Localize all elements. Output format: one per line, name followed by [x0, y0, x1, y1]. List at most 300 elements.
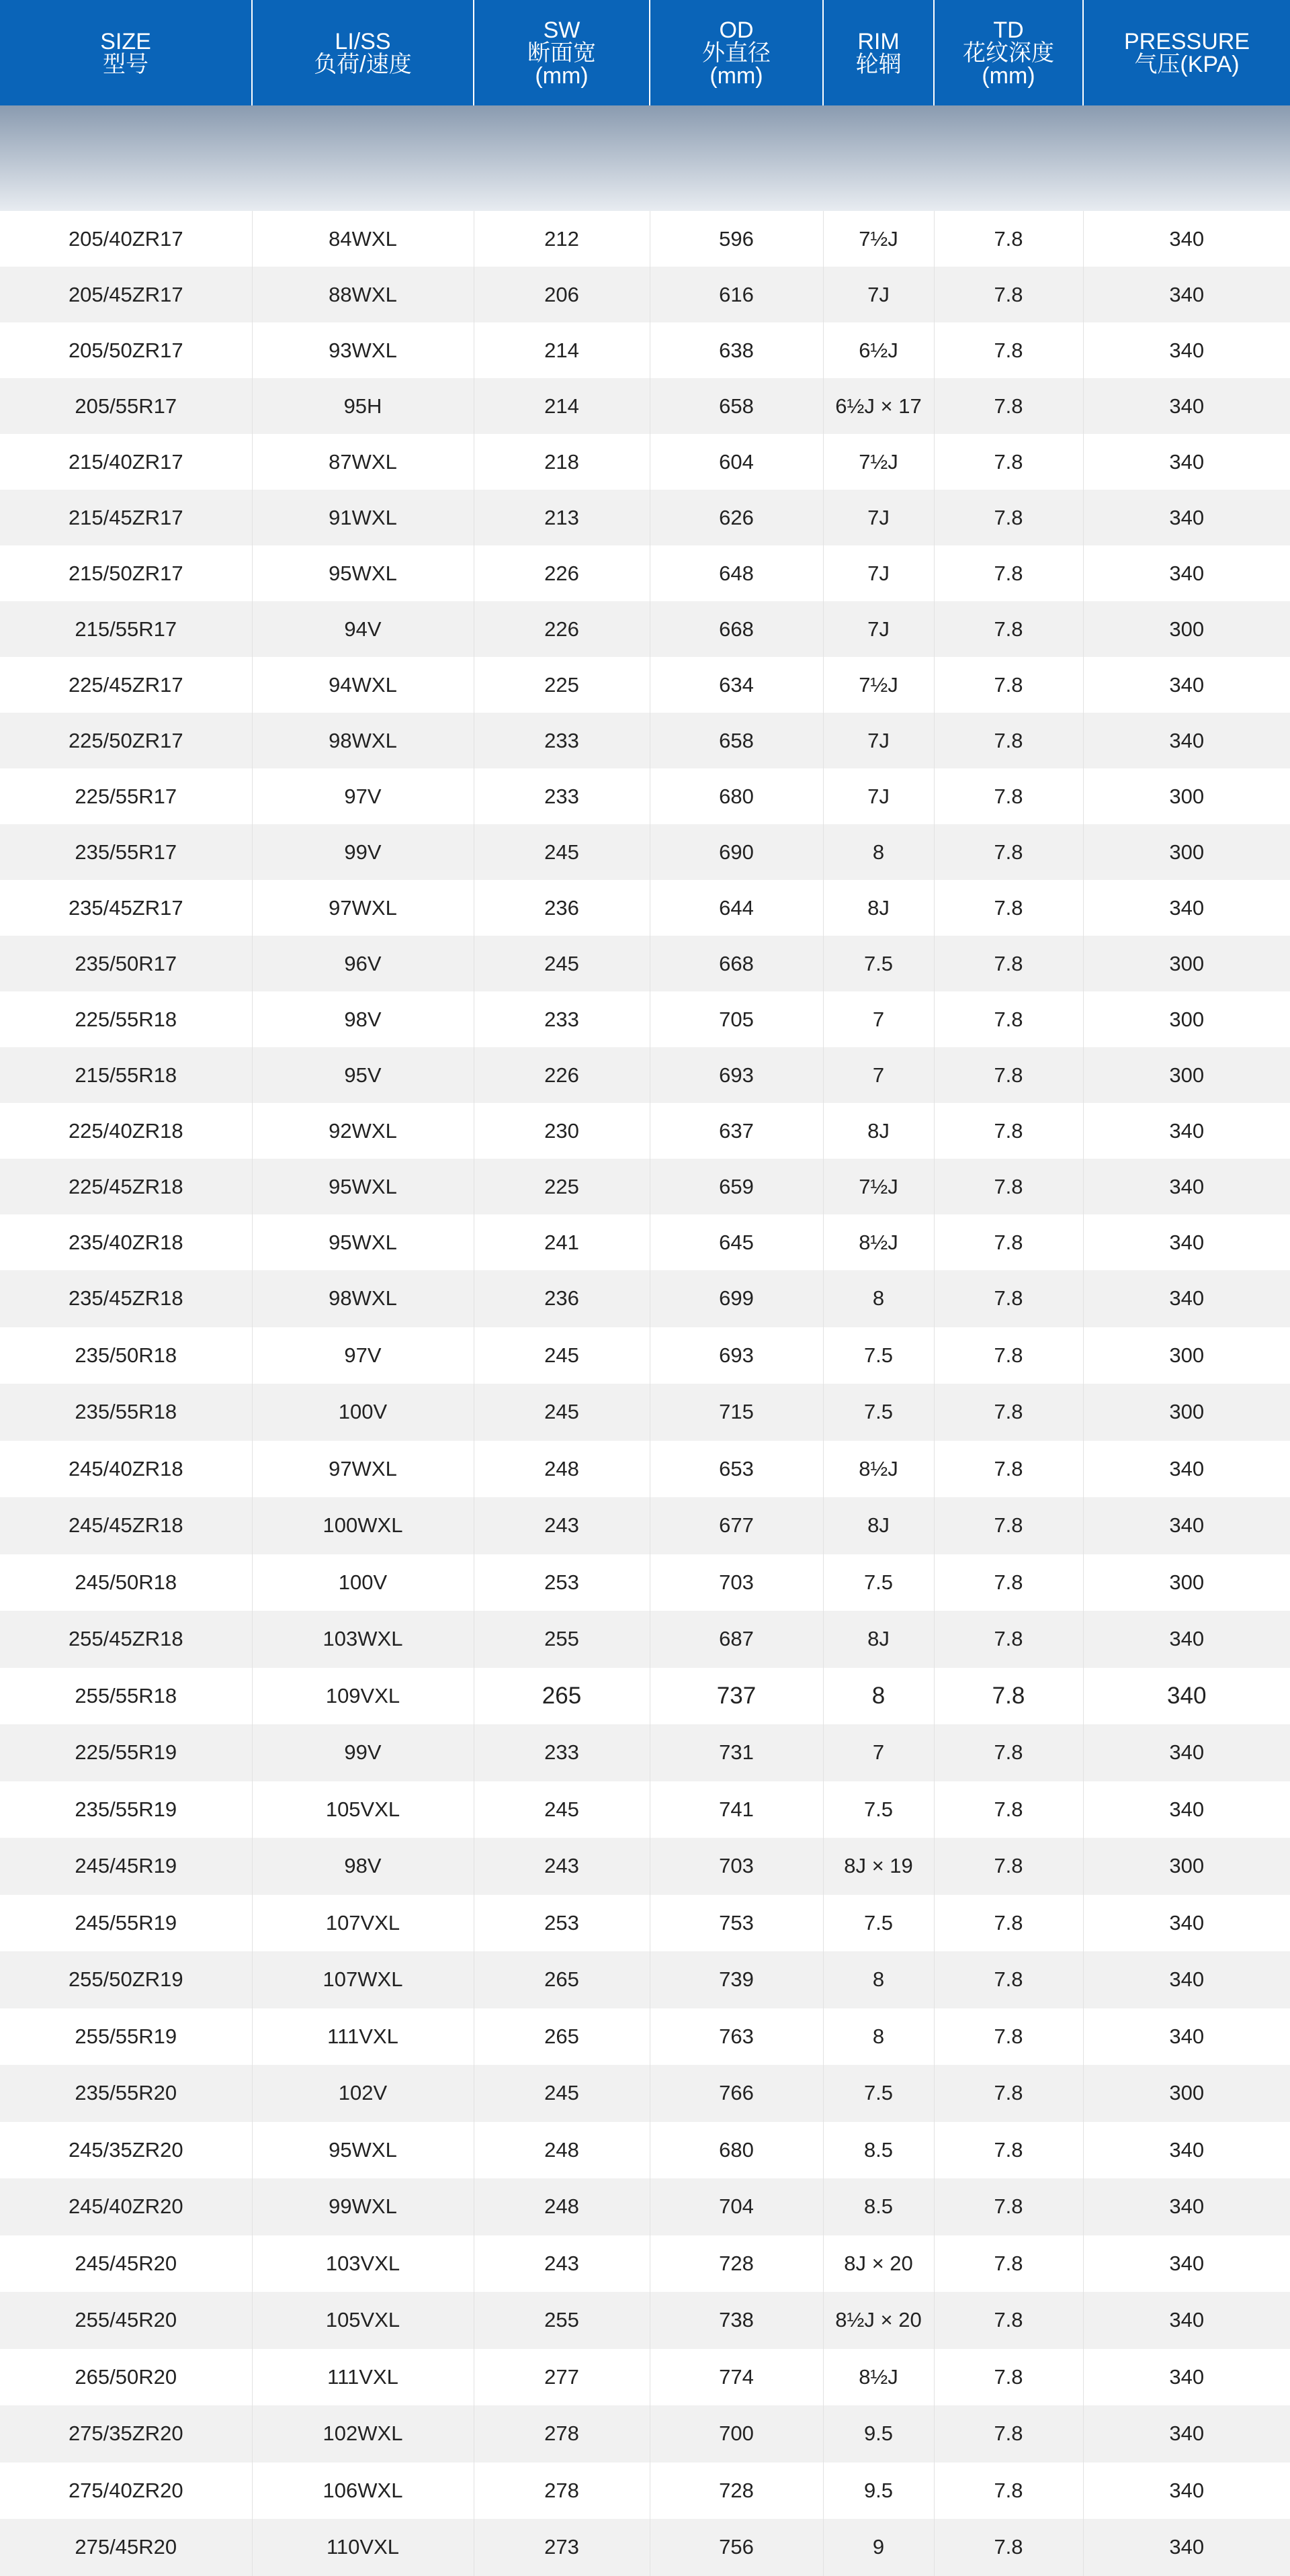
table-row [0, 1724, 1290, 1781]
table-row [0, 378, 1290, 434]
rim-cell: 8 [823, 1951, 934, 2008]
load-speed-cell: 100V [252, 1554, 474, 1611]
pressure-cell: 340 [1083, 211, 1290, 267]
pressure-cell: 340 [1083, 490, 1290, 545]
outer-diameter-cell: 737 [650, 1668, 823, 1725]
size-cell: 255/55R18 [0, 1668, 252, 1725]
rim-cell: 7.5 [823, 1327, 934, 1384]
tread-depth-cell: 7.8 [934, 267, 1083, 322]
load-speed-cell: 107VXL [252, 1895, 474, 1952]
section-width-cell: 265 [474, 2008, 650, 2066]
outer-diameter-cell: 741 [650, 1781, 823, 1838]
load-speed-cell: 91WXL [252, 490, 474, 545]
size-cell: 205/40ZR17 [0, 211, 252, 267]
rim-cell: 8½J [823, 1214, 934, 1270]
section-width-cell: 273 [474, 2519, 650, 2576]
size-cell: 275/35ZR20 [0, 2405, 252, 2462]
table-row [0, 2519, 1290, 2576]
table-row [0, 1497, 1290, 1554]
rim-cell: 7J [823, 768, 934, 824]
column-header-line: OD [719, 17, 754, 43]
load-speed-cell: 97V [252, 768, 474, 824]
pressure-cell: 340 [1083, 2178, 1290, 2235]
pressure-cell: 300 [1083, 768, 1290, 824]
outer-diameter-cell: 658 [650, 713, 823, 768]
size-cell: 225/50ZR17 [0, 713, 252, 768]
outer-diameter-cell: 648 [650, 545, 823, 601]
size-cell: 235/50R17 [0, 936, 252, 991]
load-speed-cell: 110VXL [252, 2519, 474, 2576]
section-width-cell: 233 [474, 1724, 650, 1781]
tread-depth-cell: 7.8 [934, 1951, 1083, 2008]
size-cell: 255/45R20 [0, 2292, 252, 2349]
size-cell: 255/45ZR18 [0, 1611, 252, 1668]
column-header-line: 型号 [103, 51, 148, 77]
table-row [0, 1384, 1290, 1441]
table-row [0, 211, 1290, 267]
outer-diameter-cell: 634 [650, 657, 823, 713]
table-row [0, 2292, 1290, 2349]
rim-cell: 8½J [823, 1441, 934, 1498]
load-speed-cell: 95H [252, 378, 474, 434]
outer-diameter-cell: 728 [650, 2235, 823, 2293]
outer-diameter-cell: 626 [650, 490, 823, 545]
column-header-line: SW [543, 17, 580, 43]
pressure-cell: 340 [1083, 267, 1290, 322]
section-width-cell: 248 [474, 2178, 650, 2235]
section-width-cell: 245 [474, 1781, 650, 1838]
size-cell: 225/45ZR17 [0, 657, 252, 713]
tread-depth-cell: 7.8 [934, 378, 1083, 434]
load-speed-cell: 95WXL [252, 2122, 474, 2179]
column-header-line: SIZE [100, 28, 151, 54]
column-header-li-ss [252, 0, 474, 105]
rim-cell: 7½J [823, 1159, 934, 1214]
rim-cell: 9 [823, 2519, 934, 2576]
pressure-cell: 340 [1083, 1214, 1290, 1270]
outer-diameter-cell: 596 [650, 211, 823, 267]
load-speed-cell: 95WXL [252, 1214, 474, 1270]
table-row [0, 824, 1290, 880]
rim-cell: 9.5 [823, 2462, 934, 2520]
table-row [0, 490, 1290, 545]
size-cell: 245/40ZR18 [0, 1441, 252, 1498]
outer-diameter-cell: 703 [650, 1838, 823, 1895]
section-width-cell: 245 [474, 936, 650, 991]
tread-depth-cell: 7.8 [934, 1327, 1083, 1384]
load-speed-cell: 99WXL [252, 2178, 474, 2235]
load-speed-cell: 102V [252, 2065, 474, 2122]
outer-diameter-cell: 637 [650, 1103, 823, 1159]
section-width-cell: 236 [474, 1270, 650, 1327]
rim-cell: 8 [823, 824, 934, 880]
table-row [0, 2405, 1290, 2462]
pressure-cell: 340 [1083, 545, 1290, 601]
pressure-cell: 300 [1083, 1327, 1290, 1384]
section-width-cell: 278 [474, 2462, 650, 2520]
column-header-line: TD [993, 17, 1024, 43]
size-cell: 215/45ZR17 [0, 490, 252, 545]
rim-cell: 7J [823, 545, 934, 601]
section-width-cell: 206 [474, 267, 650, 322]
column-header-line: 断面宽 [527, 40, 596, 66]
column-header-pressure [1083, 0, 1290, 105]
section-width-cell: 248 [474, 2122, 650, 2179]
outer-diameter-cell: 644 [650, 880, 823, 936]
outer-diameter-cell: 604 [650, 434, 823, 490]
load-speed-cell: 111VXL [252, 2349, 474, 2406]
pressure-cell: 300 [1083, 601, 1290, 657]
section-width-cell: 212 [474, 211, 650, 267]
section-width-cell: 226 [474, 1047, 650, 1103]
outer-diameter-cell: 693 [650, 1047, 823, 1103]
load-speed-cell: 98V [252, 991, 474, 1047]
outer-diameter-cell: 645 [650, 1214, 823, 1270]
load-speed-cell: 93WXL [252, 322, 474, 378]
pressure-cell: 300 [1083, 1838, 1290, 1895]
size-cell: 225/45ZR18 [0, 1159, 252, 1214]
table-row [0, 2122, 1290, 2179]
pressure-cell: 340 [1083, 2292, 1290, 2349]
load-speed-cell: 98WXL [252, 713, 474, 768]
outer-diameter-cell: 700 [650, 2405, 823, 2462]
column-header-line: PRESSURE [1123, 28, 1250, 54]
load-speed-cell: 92WXL [252, 1103, 474, 1159]
table-row [0, 601, 1290, 657]
section-width-cell: 253 [474, 1895, 650, 1952]
size-cell: 235/55R17 [0, 824, 252, 880]
section-width-cell: 243 [474, 1838, 650, 1895]
outer-diameter-cell: 738 [650, 2292, 823, 2349]
tread-depth-cell: 7.8 [934, 2405, 1083, 2462]
size-cell: 235/40ZR18 [0, 1214, 252, 1270]
section-width-cell: 233 [474, 991, 650, 1047]
rim-cell: 7 [823, 1724, 934, 1781]
pressure-cell: 300 [1083, 991, 1290, 1047]
size-cell: 205/45ZR17 [0, 267, 252, 322]
load-speed-cell: 99V [252, 1724, 474, 1781]
size-cell: 265/50R20 [0, 2349, 252, 2406]
tread-depth-cell: 7.8 [934, 322, 1083, 378]
tread-depth-cell: 7.8 [934, 1497, 1083, 1554]
section-width-cell: 245 [474, 1327, 650, 1384]
outer-diameter-cell: 638 [650, 322, 823, 378]
load-speed-cell: 106WXL [252, 2462, 474, 2520]
outer-diameter-cell: 704 [650, 2178, 823, 2235]
size-cell: 245/45ZR18 [0, 1497, 252, 1554]
size-cell: 245/35ZR20 [0, 2122, 252, 2179]
table-row [0, 545, 1290, 601]
pressure-cell: 340 [1083, 1668, 1290, 1725]
rim-cell: 9.5 [823, 2405, 934, 2462]
outer-diameter-cell: 677 [650, 1497, 823, 1554]
header-row [0, 0, 1290, 105]
tread-depth-cell: 7.8 [934, 1724, 1083, 1781]
outer-diameter-cell: 756 [650, 2519, 823, 2576]
size-cell: 235/45ZR17 [0, 880, 252, 936]
tread-depth-cell: 7.8 [934, 545, 1083, 601]
section-width-cell: 225 [474, 657, 650, 713]
table-row [0, 768, 1290, 824]
section-width-cell: 243 [474, 2235, 650, 2293]
size-cell: 245/55R19 [0, 1895, 252, 1952]
size-cell: 215/40ZR17 [0, 434, 252, 490]
size-cell: 245/45R19 [0, 1838, 252, 1895]
rim-cell: 8 [823, 2008, 934, 2066]
load-speed-cell: 100WXL [252, 1497, 474, 1554]
pressure-cell: 340 [1083, 713, 1290, 768]
column-header-sw [474, 0, 650, 105]
table-row [0, 880, 1290, 936]
table-row [0, 1047, 1290, 1103]
table-row [0, 1327, 1290, 1384]
rim-cell: 6½J [823, 322, 934, 378]
load-speed-cell: 94V [252, 601, 474, 657]
tread-depth-cell: 7.8 [934, 601, 1083, 657]
column-header-line: 气压(KPA) [1134, 51, 1240, 77]
size-cell: 225/55R19 [0, 1724, 252, 1781]
section-width-cell: 218 [474, 434, 650, 490]
tread-depth-cell: 7.8 [934, 1668, 1083, 1725]
table-row [0, 991, 1290, 1047]
column-header-od [650, 0, 823, 105]
rim-cell: 7.5 [823, 1384, 934, 1441]
size-cell: 275/45R20 [0, 2519, 252, 2576]
rim-cell: 7.5 [823, 1895, 934, 1952]
outer-diameter-cell: 668 [650, 936, 823, 991]
column-header-rim [823, 0, 934, 105]
tread-depth-cell: 7.8 [934, 2292, 1083, 2349]
section-width-cell: 236 [474, 880, 650, 936]
table-row [0, 267, 1290, 322]
size-cell: 235/55R18 [0, 1384, 252, 1441]
outer-diameter-cell: 668 [650, 601, 823, 657]
load-speed-cell: 109VXL [252, 1668, 474, 1725]
rim-cell: 7J [823, 267, 934, 322]
table-row [0, 936, 1290, 991]
tread-depth-cell: 7.8 [934, 1214, 1083, 1270]
tread-depth-cell: 7.8 [934, 1895, 1083, 1952]
outer-diameter-cell: 658 [650, 378, 823, 434]
column-header-line: (mm) [535, 62, 589, 89]
rim-cell: 7J [823, 601, 934, 657]
section-width-cell: 233 [474, 768, 650, 824]
pressure-cell: 340 [1083, 434, 1290, 490]
rim-cell: 8J × 19 [823, 1838, 934, 1895]
outer-diameter-cell: 703 [650, 1554, 823, 1611]
section-width-cell: 226 [474, 545, 650, 601]
section-width-cell: 214 [474, 378, 650, 434]
load-speed-cell: 98WXL [252, 1270, 474, 1327]
table-row [0, 2065, 1290, 2122]
rim-cell: 8J [823, 1611, 934, 1668]
pressure-cell: 300 [1083, 824, 1290, 880]
pressure-cell: 300 [1083, 2065, 1290, 2122]
load-speed-cell: 96V [252, 936, 474, 991]
size-cell: 245/40ZR20 [0, 2178, 252, 2235]
pressure-cell: 300 [1083, 1047, 1290, 1103]
rim-cell: 7.5 [823, 2065, 934, 2122]
pressure-cell: 340 [1083, 1159, 1290, 1214]
size-cell: 225/55R17 [0, 768, 252, 824]
tread-depth-cell: 7.8 [934, 1441, 1083, 1498]
section-width-cell: 225 [474, 1159, 650, 1214]
column-header-line: RIM [857, 28, 900, 54]
pressure-cell: 340 [1083, 2462, 1290, 2520]
table-row [0, 1668, 1290, 1725]
table-row [0, 1159, 1290, 1214]
load-speed-cell: 100V [252, 1384, 474, 1441]
outer-diameter-cell: 699 [650, 1270, 823, 1327]
tread-depth-cell: 7.8 [934, 1270, 1083, 1327]
table-row [0, 2235, 1290, 2293]
section-width-cell: 245 [474, 1384, 650, 1441]
tread-depth-cell: 7.8 [934, 657, 1083, 713]
column-header-line: (mm) [710, 62, 763, 89]
tread-depth-cell: 7.8 [934, 1159, 1083, 1214]
pressure-cell: 340 [1083, 657, 1290, 713]
pressure-cell: 340 [1083, 2405, 1290, 2462]
pressure-cell: 340 [1083, 1895, 1290, 1952]
tread-depth-cell: 7.8 [934, 1384, 1083, 1441]
outer-diameter-cell: 659 [650, 1159, 823, 1214]
table-row [0, 1270, 1290, 1327]
table-row [0, 1951, 1290, 2008]
size-cell: 235/55R20 [0, 2065, 252, 2122]
section-width-cell: 255 [474, 1611, 650, 1668]
load-speed-cell: 98V [252, 1838, 474, 1895]
table-row [0, 713, 1290, 768]
outer-diameter-cell: 715 [650, 1384, 823, 1441]
rim-cell: 7½J [823, 211, 934, 267]
table-row [0, 2462, 1290, 2520]
rim-cell: 8 [823, 1270, 934, 1327]
tread-depth-cell: 7.8 [934, 1838, 1083, 1895]
tread-depth-cell: 7.8 [934, 2519, 1083, 2576]
table-header [0, 0, 1290, 211]
section-width-cell: 265 [474, 1668, 650, 1725]
table-row [0, 2008, 1290, 2066]
tread-depth-cell: 7.8 [934, 2008, 1083, 2066]
rim-cell: 7.5 [823, 936, 934, 991]
tread-depth-cell: 7.8 [934, 490, 1083, 545]
outer-diameter-cell: 753 [650, 1895, 823, 1952]
tread-depth-cell: 7.8 [934, 1611, 1083, 1668]
rim-cell: 8½J × 20 [823, 2292, 934, 2349]
table-row [0, 2349, 1290, 2406]
section-width-cell: 265 [474, 1951, 650, 2008]
tread-depth-cell: 7.8 [934, 713, 1083, 768]
rim-cell: 8J × 20 [823, 2235, 934, 2293]
table-row [0, 322, 1290, 378]
section-width-cell: 245 [474, 2065, 650, 2122]
tread-depth-cell: 7.8 [934, 2065, 1083, 2122]
load-speed-cell: 97WXL [252, 1441, 474, 1498]
load-speed-cell: 95V [252, 1047, 474, 1103]
header-shadow [0, 105, 1290, 211]
section-width-cell: 243 [474, 1497, 650, 1554]
pressure-cell: 340 [1083, 1270, 1290, 1327]
size-cell: 205/50ZR17 [0, 322, 252, 378]
section-width-cell: 233 [474, 713, 650, 768]
size-cell: 245/45R20 [0, 2235, 252, 2293]
size-cell: 225/55R18 [0, 991, 252, 1047]
rim-cell: 8.5 [823, 2178, 934, 2235]
pressure-cell: 340 [1083, 880, 1290, 936]
rim-cell: 7½J [823, 657, 934, 713]
table-row [0, 657, 1290, 713]
column-header-td [934, 0, 1083, 105]
tread-depth-cell: 7.8 [934, 991, 1083, 1047]
tread-depth-cell: 7.8 [934, 2122, 1083, 2179]
size-cell: 205/55R17 [0, 378, 252, 434]
size-cell: 245/50R18 [0, 1554, 252, 1611]
tread-depth-cell: 7.8 [934, 824, 1083, 880]
load-speed-cell: 107WXL [252, 1951, 474, 2008]
rim-cell: 8J [823, 1497, 934, 1554]
load-speed-cell: 102WXL [252, 2405, 474, 2462]
rim-cell: 8.5 [823, 2122, 934, 2179]
table-row [0, 434, 1290, 490]
pressure-cell: 340 [1083, 1441, 1290, 1498]
size-cell: 235/50R18 [0, 1327, 252, 1384]
rim-cell: 7 [823, 1047, 934, 1103]
size-cell: 235/45ZR18 [0, 1270, 252, 1327]
pressure-cell: 340 [1083, 1724, 1290, 1781]
column-header-line: 外直径 [702, 40, 771, 66]
tread-depth-cell: 7.8 [934, 1047, 1083, 1103]
pressure-cell: 340 [1083, 1103, 1290, 1159]
load-speed-cell: 103VXL [252, 2235, 474, 2293]
pressure-cell: 340 [1083, 322, 1290, 378]
column-header-line: LI/SS [335, 28, 391, 54]
pressure-cell: 340 [1083, 2122, 1290, 2179]
column-header-size [0, 0, 252, 105]
tread-depth-cell: 7.8 [934, 434, 1083, 490]
outer-diameter-cell: 616 [650, 267, 823, 322]
rim-cell: 6½J × 17 [823, 378, 934, 434]
section-width-cell: 253 [474, 1554, 650, 1611]
load-speed-cell: 97V [252, 1327, 474, 1384]
size-cell: 215/50ZR17 [0, 545, 252, 601]
column-header-line: 花纹深度 [963, 40, 1054, 66]
tread-depth-cell: 7.8 [934, 1103, 1083, 1159]
rim-cell: 8J [823, 1103, 934, 1159]
size-cell: 215/55R18 [0, 1047, 252, 1103]
tread-depth-cell: 7.8 [934, 880, 1083, 936]
size-cell: 255/50ZR19 [0, 1951, 252, 2008]
table-row [0, 2178, 1290, 2235]
load-speed-cell: 97WXL [252, 880, 474, 936]
section-width-cell: 248 [474, 1441, 650, 1498]
table-row [0, 1781, 1290, 1838]
outer-diameter-cell: 731 [650, 1724, 823, 1781]
table-row [0, 1214, 1290, 1270]
size-cell: 275/40ZR20 [0, 2462, 252, 2520]
rim-cell: 8 [823, 1668, 934, 1725]
tread-depth-cell: 7.8 [934, 1554, 1083, 1611]
outer-diameter-cell: 690 [650, 824, 823, 880]
table-body [0, 211, 1290, 2576]
outer-diameter-cell: 693 [650, 1327, 823, 1384]
tread-depth-cell: 7.8 [934, 936, 1083, 991]
outer-diameter-cell: 687 [650, 1611, 823, 1668]
pressure-cell: 300 [1083, 1384, 1290, 1441]
table-row [0, 1838, 1290, 1895]
outer-diameter-cell: 680 [650, 2122, 823, 2179]
pressure-cell: 340 [1083, 2008, 1290, 2066]
column-header-line: (mm) [982, 62, 1035, 89]
